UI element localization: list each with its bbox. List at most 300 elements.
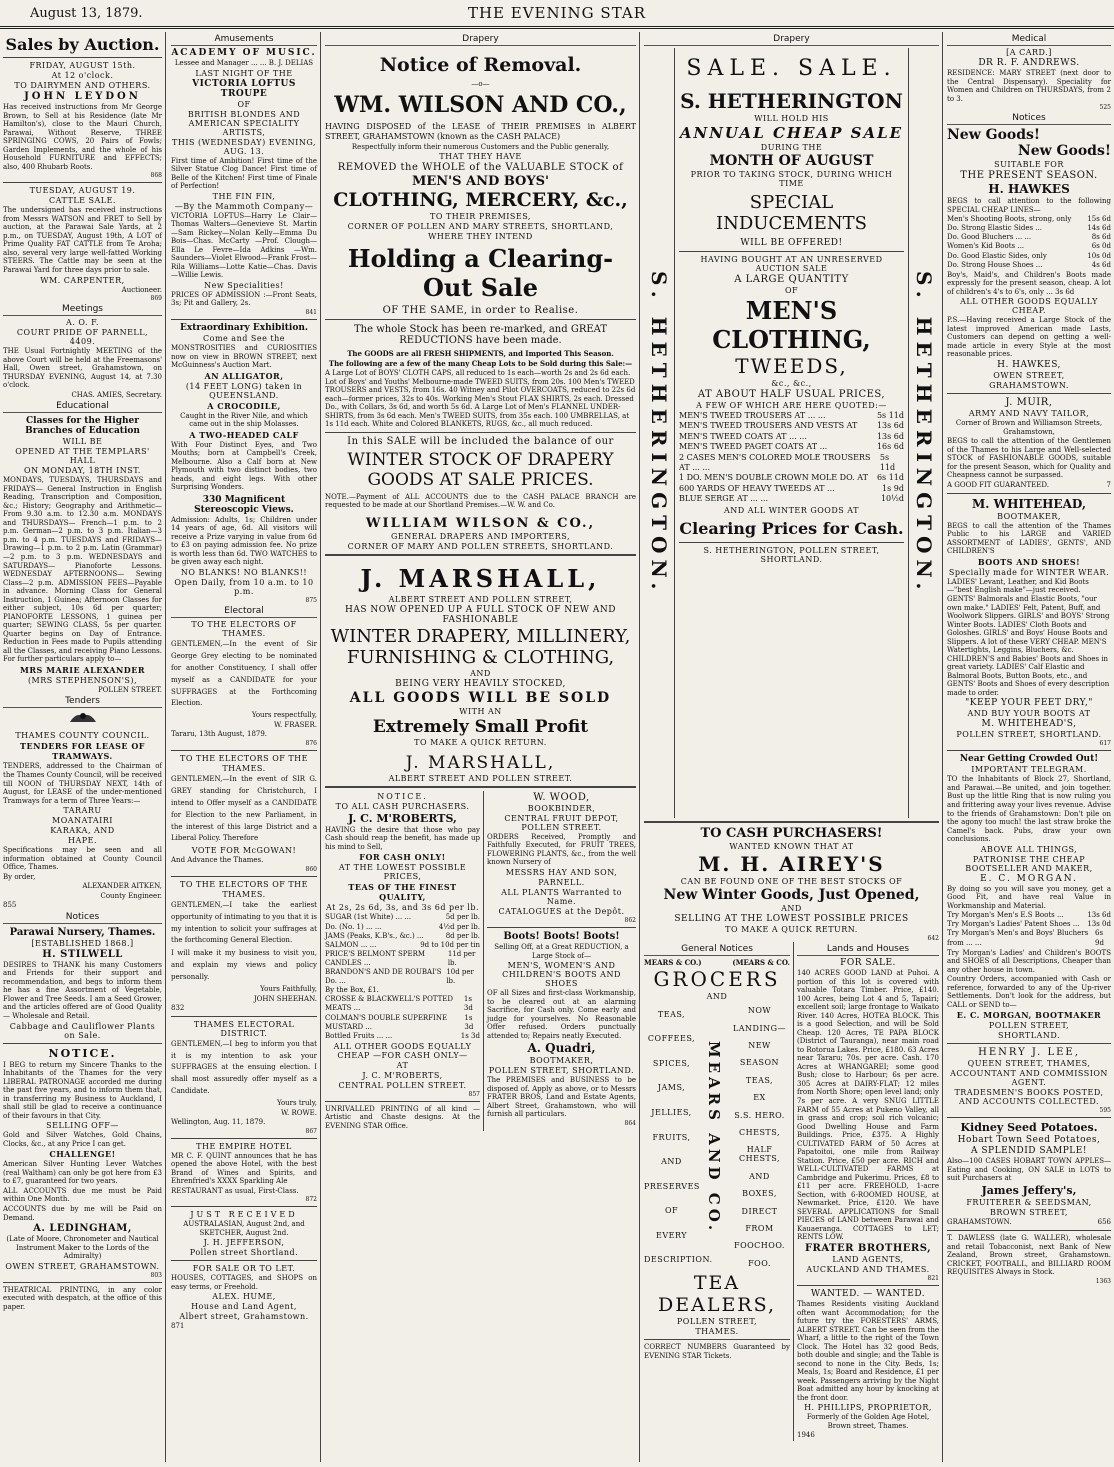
column-3: Drapery Notice of Removal. —o— WM. WILSON AND CO., HAVING DISPOSED of the LEASE of THEIR PREMISES in ALBERT STREET, GRAHAMSTOWN (known as the CASH PALACE) Respectfully inform their numerous Customers and the Public generally, THAT THEY HAVE REMOVED the WHOLE of the VALUABLE STOCK of MEN'S AND BOYS' CLOTHING, MERCERY, &c., TO THEIR PREMISES, CORNER OF POLLEN AND MARY STREETS, SHORTLAND, WHERE THEY INTEND Holding a Clearing-Out Sale OF THE SAME, in order to Realise. The whole Stock has been re-marked, and GREAT REDUCTIONS have been made. The GOODS are all FRESH SHIPMENTS, and Imported This Season. The following are a few of the many Cheap Lots to be Sold during this Sale:— A Large Lot of BOYS' CLOTH CAPS, all reduced to 1s each—worth 2s and 2s 6d each. Lot of Boys' and Youths' Melbourne-made TWEED SUITS, from 20s. 100 Men's TWEED TROUSERS and VESTS, from 16s. 40 Witney and Pilot OVERCOATS, reduced to 22s 6d each—former prices, 32s to 40s. Working Men's Stout FLAX SHIRTS, 2s each. Dressed Do., with Collars, 3s 6d, and worth 5s 6d. A Large Lot of Men's FLANNEL UNDER-SHIRTS, from 3s 6d each. Men's TWEED SUITS, from 35s each. 100 UMBRELLAS, at 1s 11d each. White and Colored BLANKETS, RUGS, &c., all much reduced. In this SALE will be included the balance of our WINTER STOCK OF DRAPERY GOODS AT SALE PRICES. NOTE.—Payment of ALL ACCOUNTS due to the CASH PALACE BRANCH are requested to be made at our Shortland Premises.—W. W. and Co. WILLIAM WILSON & CO., GENERAL DRAPERS AND IMPORTERS, CORNER OF MARY AND POLLEN STREETS, SHORTLAND. J. MARSHALL, ALBERT STREET AND POLLEN STREET, HAS NOW OPENED UP A FULL STOCK OF NEW AND FASHIONABLE WINTER DRAPERY, MILLINERY, FURNISHING & CLOTHING, AND BEING VERY HEAVILY STOCKED, ALL GOODS WILL BE SOLD WITH AN Extremely Small Profit TO MAKE A QUICK RETURN. J. MARSHALL, ALBERT STREET AND POLLEN STREET. NOTICE. TO ALL CASH PURCHASERS. J. C. M'ROBERTS, HAVING the desire that those who pay Cash should reap the benefit, has made up his mind to Sell, FOR CASH ONLY! AT THE LOWEST POSSIBLE PRICES, TEAS OF THE FINEST QUALITY, At 2s, 2s 6d, 3s, and 3s 6d per lb. SUGAR (1st White) ... ... 5d per lb. Do. (No. 1) ... ... 4½d per lb. JAMS (Peaks, K.B's., &c.) ... 8d per lb. SALMON ... ... 9d to 10d per tin PRICE'S BELMONT SPERM CANDLES ... 11d per lb. BRANDON'S AND DE ROUBAI'S Do. ... 10d per lb. By the Box, £1. CROSSE & BLACKWELL'S POTTED MEATS ... 1s 3d COLMAN'S DOUBLE SUPERFINE MUSTARD ... 1s 3d Bottled Fruits ... ... 1s 3d ALL OTHER GOODS EQUALLY CHEAP —FOR CASH ONLY— AT J. C. M'ROBERTS, CENTRAL POLLEN STREET. 857 UNRIVALLED PRINTING of all kind —Artistic and Chaste designs. At the EVENING STAR Office. W. WOOD, BOOKBINDER, CENTRAL FRUIT DEPOT, POLLEN STREET. ORDERS Received, Promptly and Faithfully Executed, for FRUIT TREES, FLOWERING PLANTS, &c., from the well known Nursery of MESSRS HAY AND SON, PARNELL. ALL PLANTS Warranted to Name. CATALOGUES at the Depôt. 862 Boots! Boots! Boots! Selling Off, at a Great REDUCTION, a Large Stock of— MEN'S, WOMEN'S AND CHILDREN'S BOOTS AND SHOES OF all Sizes and first-class Workmanship, to be cleared out at an alarming Sacrifice, for Cash only. Come early and judge for yourselves. No Reasonable Offer refused. Orders punctually attended to; Repairs neatly Executed. A. Quadri, BOOTMAKER, POLLEN STREET, SHORTLAND. The PREMISES and BUSINESS to be disposed of. Apply as above, or to Messrs FRATER BROS, Land and Estate Agents, Albert Street, Grahamstown, who will furnish all particulars. 864 bbox=[322, 32, 640, 1462]
price-item-label: Bottled Fruits ... ... bbox=[325, 1031, 393, 1040]
removal-note: NOTE.—Payment of ALL ACCOUNTS due to the CASH PALACE BRANCH are requested to be made at our Shortland Premises.—W. W. and Co. bbox=[325, 492, 636, 510]
nursery-line: Cabbage and Cauliflower Plants on Sale. bbox=[9, 1021, 156, 1040]
mears-tea: TEA DEALERS, bbox=[658, 1272, 776, 1317]
tend-num: 855 bbox=[3, 901, 17, 910]
price-row bbox=[679, 453, 904, 474]
marshall-name: J. MARSHALL, bbox=[360, 563, 601, 593]
marshall-addr: ALBERT STREET AND POLLEN STREET, bbox=[388, 594, 573, 604]
edu-sign2: (MRS STEPHENSON'S), bbox=[27, 675, 138, 685]
edu-addr: POLLEN STREET. bbox=[97, 685, 162, 694]
sale1-to: TO DAIRYMEN AND OTHERS. bbox=[14, 81, 151, 90]
tend-t2: MOANATAIRI bbox=[52, 816, 113, 826]
price-row bbox=[947, 215, 1111, 224]
dr-card: [A CARD.] bbox=[1006, 48, 1052, 57]
price-row bbox=[679, 421, 904, 431]
wanted-sign: H. PHILLIPS, PROPRIETOR, bbox=[804, 1403, 932, 1413]
heth-prior: PRIOR TO TAKING STOCK, DURING WHICH TIME bbox=[690, 170, 893, 188]
seed-addr: BROWN STREET, bbox=[990, 1207, 1068, 1217]
white-num: 617 bbox=[1099, 740, 1111, 748]
marshall-and: AND bbox=[470, 668, 491, 678]
price-row bbox=[947, 911, 1111, 920]
tend-t1: TARARU bbox=[63, 806, 102, 816]
white-addr: POLLEN STREET, SHORTLAND. bbox=[956, 730, 1102, 740]
hawkes-sign: H. HAWKES, bbox=[997, 360, 1061, 370]
extra-a2: A CROCODILE, bbox=[207, 400, 281, 411]
airey-name: M. H. AIREY'S bbox=[698, 852, 885, 876]
just-body: AUSTRALASIAN, August 2nd, and SKETCHER, August 2nd. bbox=[183, 1220, 305, 1237]
notice-acc2: ACCOUNTS due by me will be Paid on Demand. bbox=[3, 1204, 162, 1222]
general-notices-header: General Notices bbox=[644, 944, 790, 956]
mears-list-item: JELLIES, bbox=[651, 1107, 692, 1117]
price-row bbox=[947, 920, 1111, 929]
sales-by-auction-heading: Sales by Auction. bbox=[5, 35, 160, 54]
wood-plants: ALL PLANTS Warranted to Name. bbox=[501, 888, 622, 906]
mears-list-item: NOW bbox=[747, 1006, 772, 1016]
e4-place: Wellington, Aug. 11, 1879. bbox=[171, 1118, 266, 1127]
airey-new: New Winter Goods, Just Opened, bbox=[663, 887, 920, 903]
newspaper-title: THE EVENING STAR bbox=[467, 4, 647, 22]
price-item-label: COLMAN'S DOUBLE SUPERFINE MUSTARD ... bbox=[325, 1013, 448, 1031]
sale1-time: At 12 o'clock. bbox=[51, 71, 114, 80]
hawkes-ps: P.S.—Having received a Large Stock of the latest improved American made Lasts, Customers can depend on getting a well-made article in every Style at the most reasonable prices. bbox=[947, 316, 1111, 359]
e3-thames: THAMES. bbox=[222, 889, 266, 899]
removal-resp: Respectfully inform their numerous Customers and the Public generally, bbox=[351, 142, 610, 151]
coat-of-arms-icon bbox=[3, 710, 162, 730]
wood-name: W. WOOD, bbox=[533, 791, 590, 803]
extra-title: Extraordinary Exhibition. bbox=[179, 322, 309, 333]
white-sign: M. WHITEHEAD'S, bbox=[981, 719, 1077, 730]
mears-list-item: BOXES, bbox=[742, 1189, 777, 1199]
robs-body: HAVING the desire that those who pay Cash should reap the benefit, has made up his mind to Sell, bbox=[325, 825, 480, 851]
acad-fin2: —By the Mammoth Company— bbox=[174, 201, 314, 211]
crowd-title: Near Getting Crowded Out! bbox=[959, 754, 1099, 765]
boots-body: Selling Off, at a Great REDUCTION, a Large Stock of— bbox=[494, 943, 629, 960]
removal-prem: TO THEIR PREMISES, bbox=[430, 212, 531, 222]
notice-body: I BEG to return my Sincere Thanks to the Inhabitants of the Thames for the very LIBERAL PATRONAGE accorded me during the past five years, and to inform them that, in transferring my Business to Auckland, I shall still be glad to receive a continuance of their favours in that City. bbox=[3, 1060, 162, 1120]
price-item-label: BRANDON'S AND DE ROUBAI'S Do. ... bbox=[325, 968, 442, 986]
e1-yours: Yours respectfully, bbox=[251, 711, 317, 720]
price-item-value: 8s 6d bbox=[1091, 233, 1111, 242]
hetherington-body bbox=[675, 48, 908, 818]
price-row bbox=[947, 252, 1111, 261]
acad-fin: THE FIN FIN, bbox=[212, 191, 276, 201]
meet-court: COURT PRIDE OF PARNELL, 4409. bbox=[16, 328, 149, 347]
sale-body: HOUSES, COTTAGES, and SHOPS on easy terms, or Freehold. bbox=[171, 1274, 317, 1291]
price-item-label: Men's Shooting Boots, strong, only bbox=[947, 215, 1072, 224]
nursery-title: Parawai Nursery, Thames. bbox=[9, 926, 156, 938]
removal-mens: MEN'S AND BOYS' bbox=[411, 174, 550, 190]
mears-list-item: SPICES, bbox=[652, 1058, 691, 1068]
column-2 bbox=[168, 32, 321, 1462]
robs-teas: TEAS OF THE FINEST QUALITY, bbox=[348, 882, 457, 903]
robs-to: TO ALL CASH PURCHASERS. bbox=[335, 801, 470, 811]
heth-and: AND ALL WINTER GOODS AT bbox=[724, 505, 859, 515]
removal-removed: REMOVED the WHOLE of the VALUABLE STOCK of bbox=[337, 162, 624, 174]
e1-num: 876 bbox=[305, 739, 317, 747]
white-body2: LADIES' Levant, Leather, and Kid Boots—"best English make"—just received. GENTS' Balmorals and Elastic Boots, "our own make." LADIES' Felt, Patent, Buff, and Woolwork Slippers. GIRLS' and BOYS' Strong Winter Boots. LADIES' Cloth Boots and Goloshes. GIRLS' and Boys' House Boots and Slippers. A lot of these VERY CHEAP. MEN'S Watertights, Leggins, Bluchers, &c. CHILDREN'S and Babies' Boots and Shoes in great variety. LADIES' Calf Elastic and Balmoral Boots, Button Boots, etc., and GENTS' Boots and Shoes of every description made to order. bbox=[947, 577, 1110, 697]
wood-body: ORDERS Received, Promptly and Faithfully Executed, for FRUIT TREES, FLOWERING PLANTS, &c., from the well known Nursery of bbox=[487, 832, 636, 867]
mears-list-item: S.S. HERO. bbox=[734, 1110, 785, 1120]
price-item-value: 4s 6d bbox=[1091, 260, 1111, 269]
unrivalled-printing: UNRIVALLED PRINTING of all kind —Artistic and Chaste designs. At the EVENING STAR Office. bbox=[325, 1104, 480, 1130]
price-item-value: 15s 6d bbox=[1087, 215, 1111, 224]
acad-of: OF bbox=[237, 99, 251, 109]
white-role: BOOTMAKER, bbox=[997, 511, 1061, 521]
dr-body: RESIDENCE: MARY STREET (next door to the Central Dispensary). Speciality for Women and Children on THURSDAYS, from 2 to 3. bbox=[947, 69, 1111, 103]
price-row bbox=[325, 941, 480, 950]
crowd-body: TO the Inhabitants of Block 27, Shortland, and Parawai.—Be united, and join together. Bust up the little Ring that is now ruling you and frittering away your lives revenue. Advise to the friends of Grahamstown: Don't pile on the agony too much! the last straw broke the Camel's back. Pubs, draw your own conclusions. bbox=[947, 775, 1111, 844]
boots-title: Boots! Boots! Boots! bbox=[503, 931, 620, 942]
drapery-header-1: Drapery bbox=[325, 34, 636, 46]
hetherington-vertical-right: S. HETHERINGTON. bbox=[908, 48, 939, 818]
removal-body: HAVING DISPOSED of the LEASE of THEIR PREMISES in ALBERT STREET, GRAHAMSTOWN (known as the CASH PALACE) bbox=[325, 122, 636, 141]
robs-name: J. C. M'ROBERTS, bbox=[348, 811, 457, 825]
price-row bbox=[325, 950, 480, 968]
sale-sign: ALEX. HUME, bbox=[212, 1292, 276, 1302]
mears-list-item: FROM bbox=[745, 1223, 774, 1233]
mears-list-item: NEW bbox=[748, 1041, 771, 1051]
muir-body: BEGS to call the attention of the Gentlemen of the Thames to his Large and Well-selected STOCK of FASHIONABLE GOODS, suitable for the present Season, which for Quality and Cheapness cannot be surpassed. bbox=[947, 437, 1111, 480]
extra-num: 875 bbox=[305, 597, 317, 604]
heth-during: DURING THE bbox=[760, 143, 823, 152]
issue-date: August 13, 1879. bbox=[30, 6, 143, 21]
tend-role: County Engineer. bbox=[100, 891, 162, 900]
price-item-value: 13s 0d bbox=[1087, 920, 1111, 929]
price-item-label: Do. (No. 1) ... ... bbox=[325, 922, 382, 931]
acad-last: LAST NIGHT OF THE bbox=[195, 68, 293, 78]
price-row bbox=[679, 432, 904, 442]
airey-wanted: WANTED KNOWN THAT AT bbox=[729, 842, 854, 851]
lands-header: Lands and Houses bbox=[797, 944, 939, 956]
masthead bbox=[0, 0, 1114, 29]
extra-a2d: Caught in the River Nile, and which came out in the ship Molasses. bbox=[180, 411, 308, 429]
price-item-value: 13s 6d bbox=[1087, 911, 1111, 920]
heth-offered: WILL BE OFFERED! bbox=[740, 238, 843, 248]
e3-to: TO THE ELECTORS OF THE bbox=[180, 879, 308, 889]
notice-body2: Gold and Silver Watches, Gold Chains, Clocks, &c., at any Price I can get. bbox=[3, 1131, 162, 1148]
sale1-date: FRIDAY, AUGUST 15th. bbox=[29, 61, 136, 70]
seed-num: 656 bbox=[1097, 1217, 1111, 1226]
edu-opened: OPENED AT THE TEMPLARS' HALL bbox=[15, 447, 150, 466]
robs-at2: AT bbox=[396, 1060, 409, 1070]
just-title: JUST RECEIVED bbox=[190, 1210, 298, 1220]
price-item-value: 8d per lb. bbox=[445, 931, 480, 940]
seed-role: FRUITERER & SEEDSMAN, bbox=[966, 1197, 1092, 1207]
price-item-label: Try Morgan's Ladies' Patent Shoes ... bbox=[947, 920, 1080, 929]
notice-late: (Late of Moore, Chronometer and Nautical Instrument Maker to the Lords of the Admiralty) bbox=[6, 1235, 159, 1261]
removal-corner: CORNER OF POLLEN AND MARY STREETS, SHORTLAND, bbox=[347, 222, 614, 232]
crowd-tel: IMPORTANT TELEGRAM. bbox=[971, 765, 1087, 775]
price-row bbox=[679, 484, 904, 494]
mears-list-item: EVERY bbox=[655, 1230, 687, 1240]
amusements-header: Amusements bbox=[171, 34, 317, 46]
crowd-body2: By doing so you will save you money, get a Good Fit, and have real Value in Workmanship and Material. bbox=[947, 884, 1111, 910]
wood-cat: CATALOGUES at the Depôt. bbox=[498, 907, 625, 916]
removal-role: GENERAL DRAPERS AND IMPORTERS, bbox=[390, 531, 571, 541]
muir-num: 7 bbox=[1106, 480, 1111, 489]
tend-sign: ALEXANDER AITKEN, bbox=[82, 882, 162, 891]
airey-and: AND bbox=[781, 904, 802, 913]
lee-name: HENRY J. LEE, bbox=[978, 1047, 1080, 1059]
mears-list-item: EX bbox=[753, 1093, 766, 1103]
price-item-label: SALMON ... ... bbox=[325, 940, 377, 949]
dr-num: 525 bbox=[1099, 104, 1111, 112]
airey-to: TO CASH PURCHASERS! bbox=[700, 826, 883, 841]
price-item-label: Women's Kid Boots ... bbox=[947, 242, 1025, 251]
mears-co: MEARS & CO.) bbox=[644, 958, 702, 967]
column-1 bbox=[0, 32, 166, 1462]
heth-large: A LARGE QUANTITY bbox=[734, 274, 849, 285]
acad-lessee: Lessee and Manager ... ... B. J. DELIAS bbox=[174, 59, 314, 67]
extra-a3d: With Four Distinct Eyes, and Two Mouths; born at Campbell's Creek, Melbourne. Also a Calf born at New Plymouth with two distinct bodies, two heads, and eight legs. With other Surprising Wonders. bbox=[171, 440, 317, 492]
price-row bbox=[679, 442, 904, 452]
hotel-num: 872 bbox=[305, 1196, 317, 1204]
mears-right-list bbox=[729, 1002, 790, 1272]
price-item-label: MEN'S TWEED COATS AT ... ... bbox=[679, 431, 807, 441]
hetherington-vertical-left: S. HETHERINGTON. bbox=[644, 48, 675, 818]
extra-a3: A TWO-HEADED CALF bbox=[189, 429, 299, 440]
mears-list-item: DIRECT bbox=[741, 1206, 778, 1216]
mears-town: THAMES. bbox=[695, 1327, 739, 1337]
mears-list-item: AND bbox=[661, 1157, 682, 1167]
removal-that: THAT THEY HAVE bbox=[439, 152, 522, 162]
notice-addr: OWEN STREET, GRAHAMSTOWN. bbox=[5, 1261, 160, 1271]
price-item-value: 9d to 10d per tin bbox=[420, 940, 480, 949]
tend-council: THAMES COUNTY COUNCIL. bbox=[15, 731, 150, 741]
tend-body2: Specifications may be seen and all information obtained at County Council Office, Thames. bbox=[3, 846, 162, 872]
removal-holding: Holding a Clearing-Out Sale bbox=[347, 244, 614, 303]
marshall-body: HAS NOW OPENED UP A FULL STOCK OF NEW AND FASHIONABLE bbox=[345, 604, 616, 625]
seed-hobart: Hobart Town Seed Potatoes, bbox=[957, 1135, 1101, 1146]
price-item-value: 6s 0d bbox=[1091, 242, 1111, 251]
acad-prices: PRICES OF ADMISSION :—Front Seats, 3s; Pit and Gallery, 2s. bbox=[171, 290, 317, 308]
e2-to: TO THE ELECTORS OF THE bbox=[180, 753, 308, 763]
marshall-addr2: ALBERT STREET AND POLLEN STREET. bbox=[388, 773, 573, 783]
marshall-with: WITH AN bbox=[459, 706, 502, 716]
hawkes-name: H. HAWKES bbox=[988, 182, 1070, 197]
white-spec: Specially made for WINTER WEAR. bbox=[948, 567, 1110, 577]
heth-name: S. HETHERINGTON bbox=[680, 89, 903, 113]
white-name: M. WHITEHEAD, bbox=[971, 496, 1087, 511]
land-role: LAND AGENTS, bbox=[832, 1255, 904, 1264]
mears-list-item: SEASON bbox=[739, 1058, 780, 1068]
heth-of: OF bbox=[784, 286, 799, 295]
mears-list-item: CHESTS, bbox=[739, 1128, 780, 1138]
crowd-name: E. C. MORGAN. bbox=[980, 873, 1078, 884]
price-item-label: 2 CASES MEN'S COLORED MOLE TROUSERS AT ... ... bbox=[679, 452, 871, 472]
price-row bbox=[325, 1014, 480, 1032]
column-4 bbox=[641, 32, 943, 1462]
hawkes-town: GRAHAMSTOWN. bbox=[989, 381, 1069, 390]
wood-num: 862 bbox=[624, 917, 636, 924]
tend-body: TENDERS, addressed to the Chairman of the Thames County Council, will be received till NOON of THURSDAY NEXT, 14th of August, for LEASE of the under-mentioned Tramways for a term of Three Years:— bbox=[3, 762, 162, 805]
removal-goods: The GOODS are all FRESH SHIPMENTS, and Imported This Season. bbox=[347, 349, 614, 359]
price-item-label: CROSSE & BLACKWELL'S POTTED MEATS ... bbox=[325, 995, 453, 1013]
price-row bbox=[325, 995, 480, 1013]
wanted-late: Formerly of the Golden Age Hotel, Brown street, Thames. bbox=[806, 1413, 930, 1430]
airey-can: CAN BE FOUND ONE OF THE BEST STOCKS OF bbox=[680, 877, 903, 886]
robs-cash: FOR CASH ONLY! bbox=[359, 852, 446, 863]
removal-addr: CORNER OF MARY AND POLLEN STREETS, SHORTLAND. bbox=[347, 541, 614, 551]
marshall-winter: WINTER DRAPERY, MILLINERY, bbox=[330, 625, 631, 647]
crowd-patron: PATRONISE THE CHEAP BOOTSELLER AND MAKER, bbox=[965, 854, 1093, 873]
column-5 bbox=[944, 32, 1114, 1462]
extra-adm: Admission: Adults, 1s; Children under 14 years of age, 6d. All visitors will receive a Prize varying in value from 6d to £3 on paying admission fee. No prize is worth less than 6d. TWO WATCHES to be given away each night. bbox=[171, 515, 317, 567]
price-row bbox=[325, 932, 480, 941]
notice-challenge: CHALLENGE! bbox=[49, 1149, 116, 1160]
price-item-value: 16s 6d bbox=[876, 442, 904, 452]
hawkes-new: New Goods! bbox=[947, 127, 1041, 144]
hawkes-boys: Boy's, Maid's, and Children's Boots made expressly for the present season, cheap. A lot of children's 4's to 6's, only ... 3s 6d bbox=[947, 270, 1111, 296]
price-row bbox=[679, 411, 904, 421]
mears-ad bbox=[644, 942, 794, 1441]
mears-list-item: LANDING— bbox=[732, 1023, 787, 1033]
robs-sign: J. C. M'ROBERTS, bbox=[362, 1070, 443, 1080]
heth-mens: MEN'S CLOTHING, bbox=[712, 296, 871, 354]
e1-body: GENTLEMEN,—In the event of Sir George Grey electing to be nominated for another Constituency, I shall offer myself as a CANDIDATE for your SUFFRAGES at the Forthcoming Election. bbox=[171, 640, 317, 708]
mears-left-list bbox=[644, 1002, 713, 1272]
notice-num: 803 bbox=[150, 1271, 162, 1279]
edu-title: Classes for the Higher Branches of Education bbox=[25, 416, 140, 437]
removal-remarked: The whole Stock has been re-marked, and GREAT REDUCTIONS have been made. bbox=[353, 324, 607, 347]
price-item-label: BLUE SERGE AT ... ... bbox=[679, 494, 769, 504]
price-item-label: MEN'S TWEED PAGET COATS AT ... bbox=[679, 442, 828, 452]
price-row bbox=[679, 473, 904, 483]
tend-t3: KARAKA, AND bbox=[50, 826, 115, 836]
price-item-label: Do. Good Bluchers ... ... bbox=[947, 233, 1032, 242]
crowd-addr: POLLEN STREET, bbox=[988, 1021, 1070, 1031]
marshall-being: BEING VERY HEAVILY STOCKED, bbox=[395, 678, 566, 689]
removal-winter: In this SALE will be included the balance of our bbox=[347, 435, 614, 447]
wood-ad bbox=[484, 791, 636, 1132]
heth-special: SPECIAL INDUCEMENTS bbox=[715, 192, 868, 234]
edu-on: ON MONDAY, 18TH INST. bbox=[24, 466, 141, 476]
mears-list-item: FOO. bbox=[748, 1258, 771, 1268]
sale1-num: 868 bbox=[150, 172, 162, 180]
price-item-value: 5s 11d bbox=[876, 411, 904, 420]
price-item-value: 5d per lb. bbox=[445, 913, 480, 922]
price-item-label: MEN'S TWEED TROUSERS AND VESTS AT bbox=[679, 421, 858, 431]
price-item-label: By the Box, £1. bbox=[325, 986, 379, 995]
meetings-header: Meetings bbox=[3, 304, 162, 316]
e2-body: GENTLEMEN,—In the event of SIR G. GREY standing for Christchurch, I intend to Offer myself as a CANDIDATE for Election to the new Parliament, in the interest of this large District and a Liberal Policy. Therefore bbox=[171, 774, 317, 843]
sale-role: House and Land Agent, bbox=[191, 1302, 297, 1312]
nursery-name: H. STILWELL bbox=[42, 948, 123, 960]
price-item-value: 1s 3d bbox=[460, 1031, 480, 1040]
price-item-label: SUGAR (1st White) ... ... bbox=[325, 913, 412, 922]
hawkes-season: THE PRESENT SEASON. bbox=[960, 170, 1098, 182]
removal-same: OF THE SAME, in order to Realise. bbox=[382, 305, 579, 317]
e3-body: GENTLEMEN,—I take the earliest opportunity of intimating to you that it is my intention to solicit your suffrages at the forthcoming General Election. bbox=[171, 900, 317, 945]
e2-num: 860 bbox=[305, 865, 317, 873]
removal-winter2: WINTER STOCK OF DRAPERY GOODS AT SALE PRICES. bbox=[347, 449, 614, 490]
land-addr: AUCKLAND AND THAMES. bbox=[806, 1265, 930, 1274]
price-item-label: MEN'S TWEED TROUSERS AT ... ... bbox=[679, 411, 826, 420]
e4-sign: W. ROWE. bbox=[281, 1108, 317, 1117]
sale1-body: Has received instructions from Mr George Brown, to Sell at his Residence (late Mr Hamilton's), close to the Mauri Church, Parawai, Without Reserve, THREE SPRINGING COWS, 20 Pairs of Fowls; Garden Implements, and the whole of his Household FURNITURE and EFFECTS; also, 400 Rhubarb Roots. bbox=[3, 103, 162, 171]
dawless-body: T. DAWLESS (late G. WALLER), wholesale and retail Tobacconist, next Bank of New Zealand, Brown street, Grahamstown. CRICKET, FOOTBALL, and BILLIARD ROOM REQUISITES Always in Stock. bbox=[947, 1234, 1111, 1277]
electoral-header: Electoral bbox=[171, 606, 317, 618]
removal-cloth: CLOTHING, MERCERY, &c., bbox=[333, 189, 628, 212]
price-item-value: 6s 9d bbox=[1095, 929, 1104, 947]
meet-sign: CHAS. AMIES, Secretary. bbox=[71, 390, 162, 399]
price-item-label: PRICE'S BELMONT SPERM CANDLES ... bbox=[325, 949, 426, 967]
acad-body: First time of Ambition! First time of the Silver Statue Clog Dance! First time of Belle of the Kitchen! First time of Finale of Perfection! bbox=[171, 156, 317, 191]
sale2-num: 869 bbox=[150, 295, 162, 303]
nursery-body: DESIRES to THANK his many Customers and Friends for their support and recommendation, and begs to inform them he has a fine Assortment of Vegetable, Flower and Tree Seeds. I am a Seed Grower, and the articles offered are of Good Quality— Wholesale and Retail. bbox=[3, 960, 162, 1020]
airey-quick: TO MAKE A QUICK RETURN. bbox=[725, 925, 858, 934]
nursery-est: [ESTABLISHED 1868.] bbox=[31, 938, 134, 948]
wanted-num: 1946 bbox=[797, 1431, 815, 1440]
heth-having: HAVING BOUGHT AT AN UNRESERVED AUCTION SALE bbox=[700, 255, 883, 273]
boots-role: BOOTMAKER, bbox=[529, 1056, 594, 1066]
airey-num: 642 bbox=[927, 935, 939, 942]
muir-addr: Corner of Brown and Williamson Streets, Grahamstown, bbox=[955, 419, 1103, 436]
sale2-role: Auctioneer. bbox=[121, 285, 162, 294]
boots-name: A. Quadri, bbox=[527, 1041, 596, 1056]
boots-body2: OF all Sizes and first-class Workmanship, to be cleared out at an alarming Sacrifice, for Cash only. Come early and judge for yourselves. No Reasonable Offer refused. Orders punctually attended to; Repairs neatly Executed. bbox=[487, 989, 636, 1040]
mears-grocers: GROCERS bbox=[653, 967, 781, 992]
extra-blanks: NO BLANKS! NO BLANKS!! bbox=[180, 568, 308, 577]
hetherington-ad bbox=[644, 48, 939, 818]
price-row bbox=[325, 923, 480, 932]
edu-sub: WILL BE bbox=[62, 437, 103, 447]
e4-to: THAMES ELECTORAL DISTRICT. bbox=[193, 1019, 295, 1038]
price-row bbox=[325, 968, 480, 986]
lee-addr: QUEEN STREET, THAMES, bbox=[967, 1059, 1091, 1069]
land-sign: FRATER BROTHERS, bbox=[804, 1243, 932, 1254]
e3-body2: I will make it my business to visit you, and explain my views and policy personally. bbox=[171, 949, 317, 982]
notices-header-1: Notices bbox=[3, 912, 162, 924]
hawkes-price-list bbox=[947, 215, 1111, 270]
boots-body3: The PREMISES and BUSINESS to be disposed of. Apply as above, or to Messrs FRATER BROS, Land and Estate Agents, Albert Street, Grahamstown, who will furnish all particulars. bbox=[487, 1076, 636, 1119]
price-item-value: 13s 6d bbox=[876, 431, 904, 441]
price-item-label: Do. Strong Elastic Sides ... bbox=[947, 224, 1042, 233]
extra-open: Open Daily, from 10 a.m. to 10 p.m. bbox=[174, 578, 314, 596]
price-item-value: 6s 11d bbox=[876, 473, 904, 483]
price-item-label: Do. Good Elastic Sides, only bbox=[947, 251, 1047, 260]
price-item-value: 11d per lb. bbox=[447, 949, 476, 967]
hawkes-suit: SUITABLE FOR bbox=[994, 160, 1064, 170]
seed-name: James Jeffery's, bbox=[981, 1183, 1077, 1197]
boots-mens: MEN'S, WOMEN'S AND CHILDREN'S BOOTS AND SHOES bbox=[502, 961, 621, 989]
mears-list-item: AND bbox=[749, 1171, 770, 1181]
heth-at: AT ABOUT HALF USUAL PRICES, bbox=[697, 389, 886, 400]
land-body: 140 ACRES GOOD LAND at Puhoi. A portion of this lot is covered with valuable Totara Timber. Price, £140. 100 Acres, being Lot 4 and 5, Tapairi; excellent soil; large frontage to Waikato River. 140 Acres, HOTEA BLOCK. This is a good Selection, and will be Sold Cheap. 120 Acres, TE PAPA BLOCK (District of Tauranga), near main road to Rotorua Lakes. Price, £180. 63 Acres near Tararu; 70s. per acre. Cash. 170 Acres at WHANGAREI; some good Bush; close to Harbour; 6s per acre. 305 Acres at DAIRY-FLAT; 12 miles from North Shore; open level land; only 7s per acre. A very SNUG LITTLE FARM of 55 Acres at Pukeno Valley, all in grass and crop; soil rich volcanic; Good Dwelling House and Farm Buildings. Price, £375. A Highly CULTIVATED FARM of 50 Acres at Papatoitoi, one mile from Railway Station. Price, £50 per acre. RICH and WELL-CULTIVATED FARMS at Cambridge and Pukerimu. Prices, £8 to £11 per acre. FREEHOLD, 1-acre Section, with 6-ROOMED HOUSE, at Newmarket. Price, £120. We have SEVERAL APPLICATIONS for Small PIECES of LAND between Parawai and Kauaeranga. COTTAGES to LET; RENTS LOW. bbox=[797, 969, 939, 1242]
mears-list-item: JAMS, bbox=[657, 1083, 686, 1093]
mears-addr: POLLEN STREET, bbox=[676, 1317, 758, 1327]
crowd-body3: Try Morgan's Ladies' and Children's BOOTS and SHOES of all Descriptions, Cheaper than any other house in town. bbox=[947, 948, 1111, 974]
heth-annual: ANNUAL CHEAP SALE bbox=[679, 124, 904, 142]
price-item-value: 1s 9d bbox=[882, 483, 904, 493]
sale1-auctioneer: JOHN LEYDON bbox=[24, 91, 141, 102]
removal-sign: WILLIAM WILSON & CO., bbox=[365, 515, 596, 531]
mears-list-item: OF bbox=[664, 1206, 679, 1216]
price-item-value: 1s 3d bbox=[463, 995, 473, 1013]
price-item-value: 1s 3d bbox=[464, 1013, 474, 1031]
price-row bbox=[947, 242, 1111, 251]
acad-cast: VICTORIA LOFTUS—Harry Le Clair—Thomas Walters—Genevieve St. Martin—Sam Rickey—Nolan Kelly—Emma Du Bois—Chas. McCarty —Prof. Clough—Ella Le Fevre—Ida Adkins —Wm. Saunders—Violet Elwood—Frank Frost—Rila Williams—Lotte Katie—Chas. Davis—Willie Lewis. bbox=[171, 211, 317, 280]
robs-addr: CENTRAL POLLEN STREET. bbox=[338, 1080, 467, 1090]
mears-list-item: TEAS, bbox=[657, 1009, 686, 1019]
lee-body: TRADESMEN'S BOOKS POSTED, AND ACCOUNTS COLLECTED. bbox=[954, 1088, 1104, 1107]
extra-a1d: (14 FEET LONG) taken in QUEENSLAND. bbox=[185, 381, 303, 400]
robs-num: 857 bbox=[468, 1090, 480, 1098]
heth-price-list bbox=[679, 411, 904, 505]
e4-num: 867 bbox=[305, 1127, 317, 1135]
white-and: AND BUY YOUR BOOTS AT bbox=[967, 709, 1091, 719]
col3-bottom bbox=[325, 791, 636, 1132]
